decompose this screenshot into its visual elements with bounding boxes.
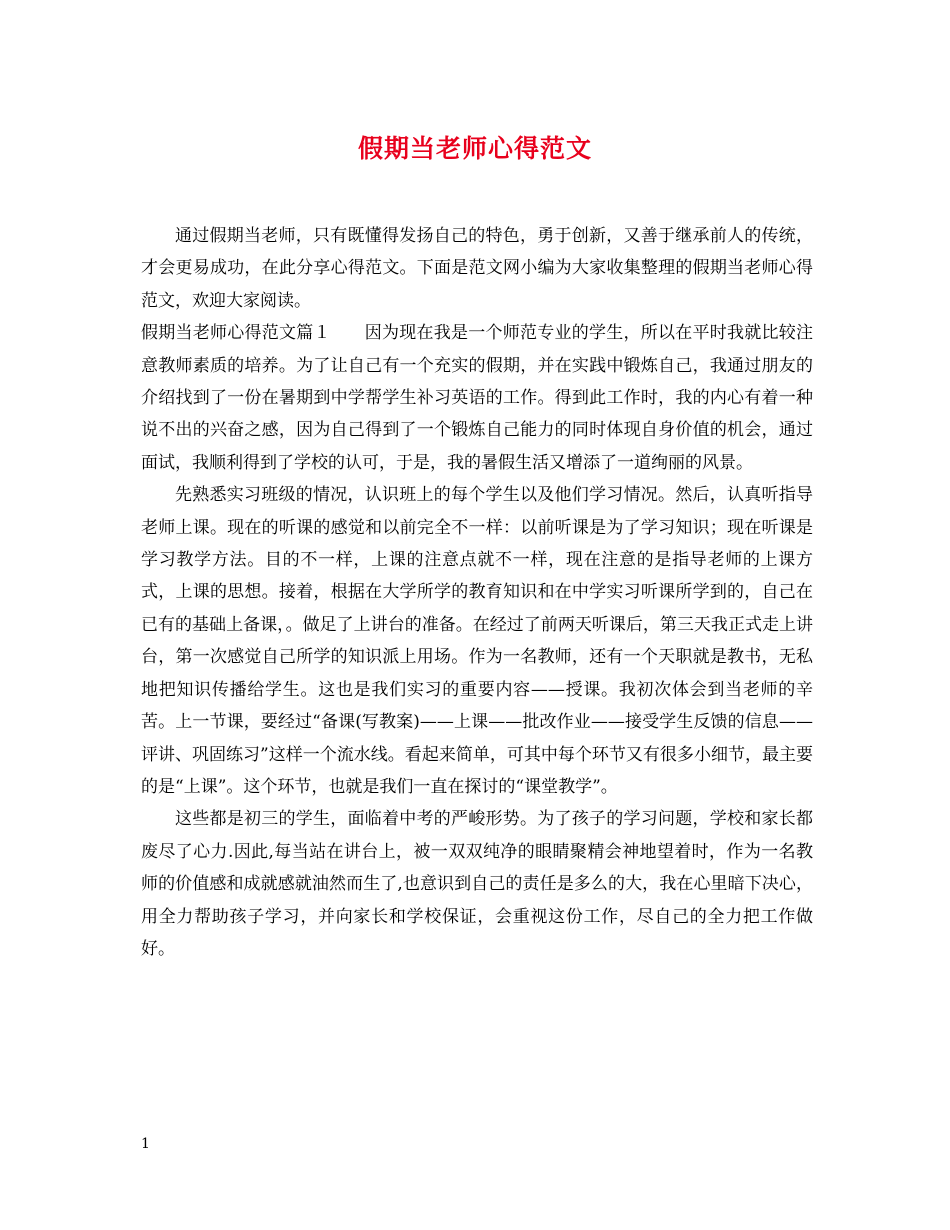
paragraph-3: 这些都是初三的学生，面临着中考的严峻形势。为了孩子的学习问题，学校和家长都废尽了心力.因此,每当站在讲台上，被一双双纯净的眼睛聚精会神地望着时，作为一名教师的价值感和成就感就油然而生了,也意识到自己的责任是多么的大，我在心里暗下决心，用全力帮助孩子学习，并向家长和学校保证，会重视这份工作，尽自己的全力把工作做好。 xyxy=(141,809,813,959)
section-heading: 假期当老师心得范文篇１ xyxy=(141,323,331,344)
section-1-text: 因为现在我是一个师范专业的学生，所以在平时我就比较注意教师素质的培养。为了让自己有一个充实的假期，并在实践中锻炼自己，我通过朋友的介绍找到了一份在暑期到中学帮学生补习英语的工作。得到此工作时，我的内心有着一种说不出的兴奋之感，因为自己得到了一个锻炼自己能力的同时体现自身价值的机会，通过面试，我顺利得到了学校的认可，于是，我的暑假生活又增添了一道绚丽的风景。 xyxy=(141,323,813,473)
intro-paragraph: 通过假期当老师，只有既懂得发扬自己的特色，勇于创新，又善于继承前人的传统，才会更易成功，在此分享心得范文。下面是范文网小编为大家收集整理的假期当老师心得范文，欢迎大家阅读。 xyxy=(141,226,813,311)
document-title: 假期当老师心得范文 xyxy=(357,134,592,163)
section-1-paragraph xyxy=(141,317,813,479)
document-body xyxy=(141,220,813,965)
paragraph-2: 先熟悉实习班级的情况，认识班上的每个学生以及他们学习情况。然后，认真听指导老师上课。现在的听课的感觉和以前完全不一样：以前听课是为了学习知识；现在听课是学习教学方法。目的不一样，上课的注意点就不一样，现在注意的是指导老师的上课方式，上课的思想。接着，根据在大学所学的教育知识和在中学实习听课所学到的，自己在已有的基础上备课，。做足了上讲台的准备。在经过了前两天听课后，第三天我正式走上讲台，第一次感觉自己所学的知识派上用场。作为一名教师，还有一个天职就是教书，无私地把知识传播给学生。这也是我们实习的重要内容——授课。我初次体会到当老师的辛苦。上一节课，要经过“备课(写教案)——上课——批改作业——接受学生反馈的信息——评讲、巩固练习”这样一个流水线。看起来简单，可其中每个环节又有很多小细节，最主要的是“上课”。这个环节，也就是我们一直在探讨的“课堂教学”。 xyxy=(141,485,813,797)
page-number: 1 xyxy=(141,1136,150,1152)
